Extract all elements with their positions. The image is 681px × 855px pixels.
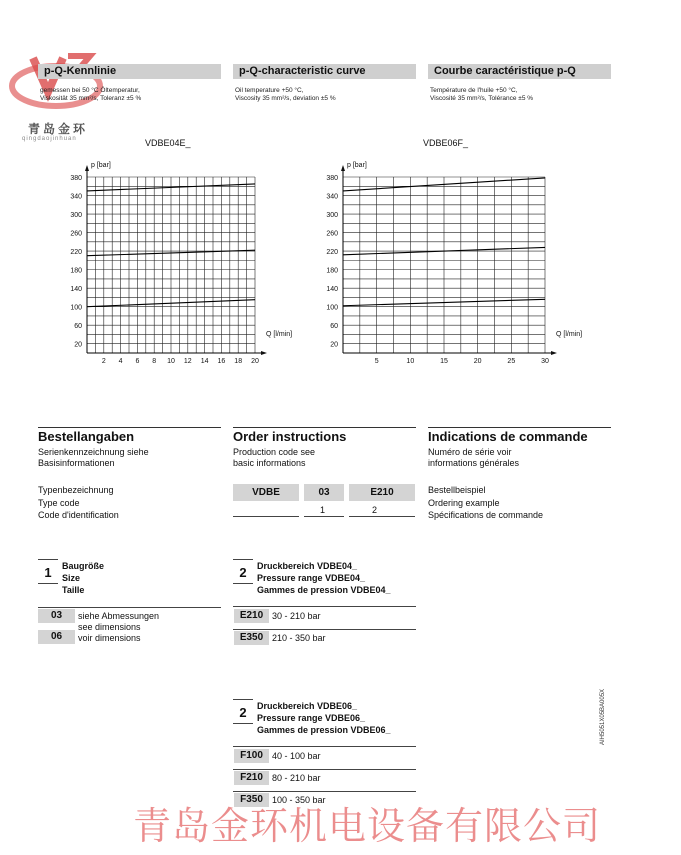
y-tick-label-0: 60 xyxy=(74,323,82,331)
size-text-03: siehe Abmessungen xyxy=(78,611,160,621)
x-tick-label-1: 15 xyxy=(440,358,448,365)
example-label-de: Bestellbeispiel xyxy=(428,485,486,495)
y-tick-label-1: 20 xyxy=(330,341,338,349)
x-tick-label-0: 18 xyxy=(234,358,243,365)
code-under-1 xyxy=(304,516,344,517)
code-part-1: 03 xyxy=(304,484,344,501)
x-axis-arrow-0 xyxy=(261,351,267,355)
header-en-line1: Oil temperature +50 °C, xyxy=(235,87,304,94)
p06-labels xyxy=(257,700,391,736)
x-tick-label-0: 12 xyxy=(183,358,192,365)
p06-row-line-3 xyxy=(233,791,416,792)
x-axis-label-0: Q [l/min] xyxy=(266,331,293,338)
header-de-line1: gemessen bei 50 °C Öltemperatur, xyxy=(40,87,140,94)
p06-num-line xyxy=(233,723,253,724)
x-tick-label-1: 10 xyxy=(406,358,415,365)
p06-text-f350: 100 - 350 bar xyxy=(272,795,326,805)
example-label-en: Ordering example xyxy=(428,497,500,508)
order-sub-fr-1: Numéro de série voir xyxy=(428,447,512,457)
y-tick-label-0: 380 xyxy=(70,175,82,182)
p04-row-line-2 xyxy=(233,629,416,630)
code-part-vdbe: VDBE xyxy=(233,484,299,501)
p04-num-line xyxy=(233,583,253,584)
size-code-03: 03 xyxy=(38,609,75,623)
x-tick-label-1: 25 xyxy=(507,358,516,365)
y-tick-label-0: 260 xyxy=(70,230,82,238)
p06-text-f100: 40 - 100 bar xyxy=(272,751,321,761)
size-label-de: Baugröße xyxy=(62,561,105,571)
header-de xyxy=(38,64,221,79)
p06-label-de: Druckbereich VDBE06_ xyxy=(257,701,358,711)
y-tick-label-0: 220 xyxy=(70,249,82,257)
size-labels xyxy=(62,560,104,596)
type-label-en: Type code xyxy=(38,497,80,508)
y-tick-label-1: 380 xyxy=(326,175,338,182)
p06-code-f350: F350 xyxy=(234,793,269,807)
y-tick-label-0: 100 xyxy=(70,304,82,312)
p04-code-e210: E210 xyxy=(234,609,269,623)
x-tick-label-0: 2 xyxy=(101,358,106,365)
y-tick-label-0: 300 xyxy=(70,212,82,220)
header-en-note xyxy=(235,87,336,103)
header-fr-note xyxy=(430,87,533,103)
watermark-text: 青岛金环机电设备有限公司 xyxy=(133,804,602,848)
size-top-line xyxy=(38,559,58,560)
x-tick-label-1: 20 xyxy=(473,358,482,365)
logo-pinyin: qingdaojinhuan xyxy=(22,136,77,142)
x-tick-label-0: 6 xyxy=(135,358,140,365)
x-axis-arrow-1 xyxy=(551,351,557,355)
order-title-de: Bestellangaben xyxy=(38,429,135,444)
order-sub-de-2: Basisinformationen xyxy=(38,458,115,468)
type-code-labels xyxy=(38,484,119,522)
p04-row-line-1 xyxy=(233,606,416,607)
header-en xyxy=(233,64,416,79)
p06-row-line-2 xyxy=(233,769,416,770)
header-en-line2: Viscosity 35 mm²/s, deviation ±5 % xyxy=(235,95,336,102)
p06-label-en: Pressure range VDBE06_ xyxy=(257,713,366,723)
y-tick-label-1: 220 xyxy=(326,249,338,257)
logo-chinese: 青岛金环 xyxy=(28,122,89,136)
x-tick-label-0: 16 xyxy=(217,358,226,365)
p04-label-en: Pressure range VDBE04_ xyxy=(257,573,366,583)
p04-label-fr: Gammes de pression VDBE04_ xyxy=(257,585,391,595)
p06-label-fr: Gammes de pression VDBE06_ xyxy=(257,725,391,735)
y-axis-arrow-1 xyxy=(341,165,345,171)
header-fr-line2: Viscosité 35 mm²/s, Tolérance ±5 % xyxy=(430,95,534,102)
header-de-note xyxy=(40,87,141,103)
order-sub-de xyxy=(38,447,149,469)
p04-num: 2 xyxy=(239,565,247,580)
order-line-en xyxy=(233,427,416,428)
header-fr-line1: Température de l'huile +50 °C, xyxy=(430,87,518,94)
p06-row-line-1 xyxy=(233,746,416,747)
code-index-1: 1 xyxy=(320,505,326,515)
charts-area xyxy=(0,130,681,370)
p06-text-f210: 80 - 210 bar xyxy=(272,773,321,783)
header-en-title: p-Q-characteristic curve xyxy=(239,65,366,77)
x-axis-label-1: Q [l/min] xyxy=(556,331,583,338)
order-sub-de-1: Serienkennzeichnung siehe xyxy=(38,447,149,457)
size-label-fr: Taille xyxy=(62,585,85,595)
example-label-fr: Spécifications de commande xyxy=(428,510,544,520)
header-de-line2: Viskosität 35 mm²/s, Toleranz ±5 % xyxy=(40,95,142,102)
size-row-line-top xyxy=(38,607,221,608)
code-index-2: 2 xyxy=(372,505,378,515)
code-under-0 xyxy=(233,516,299,517)
order-line-fr xyxy=(428,427,611,428)
size-text-mid: see dimensions xyxy=(78,622,141,632)
p06-code-f210: F210 xyxy=(234,771,269,785)
size-label-en: Size xyxy=(62,573,81,583)
header-de-title: p-Q-Kennlinie xyxy=(44,65,117,77)
p06-num: 2 xyxy=(239,705,247,720)
order-line-de xyxy=(38,427,221,428)
x-tick-label-0: 4 xyxy=(118,358,123,365)
order-sub-en-2: basic informations xyxy=(233,458,306,468)
x-tick-label-0: 10 xyxy=(167,358,175,365)
y-axis-label-0: p [bar] xyxy=(91,162,111,169)
order-title-en: Order instructions xyxy=(233,429,347,444)
p04-text-e350: 210 - 350 bar xyxy=(272,633,326,643)
p06-top-line xyxy=(233,699,253,700)
chart-title-1: VDBE06F_ xyxy=(423,138,469,148)
order-title-fr: Indications de commande xyxy=(428,429,588,444)
x-tick-label-0: 20 xyxy=(251,358,259,365)
side-document-code: AIH5051X05BA005X xyxy=(600,688,606,745)
size-num-line xyxy=(38,583,58,584)
y-tick-label-1: 260 xyxy=(326,230,338,238)
order-sub-en xyxy=(233,447,315,469)
header-fr-title: Courbe caractéristique p-Q xyxy=(434,65,576,77)
code-under-2 xyxy=(349,516,415,517)
type-label-de: Typenbezeichnung xyxy=(38,485,114,495)
size-num: 1 xyxy=(44,565,52,580)
order-sub-fr xyxy=(428,447,519,469)
y-tick-label-0: 180 xyxy=(70,267,82,275)
type-label-fr: Code d'identification xyxy=(38,510,119,520)
p04-top-line xyxy=(233,559,253,560)
y-tick-label-0: 140 xyxy=(70,286,82,294)
p04-text-e210: 30 - 210 bar xyxy=(272,611,321,621)
y-tick-label-1: 60 xyxy=(330,323,338,331)
y-tick-label-1: 100 xyxy=(326,304,338,312)
y-axis-label-1: p [bar] xyxy=(347,162,367,169)
y-tick-label-0: 20 xyxy=(74,341,82,349)
size-code-06: 06 xyxy=(38,630,75,644)
x-tick-label-1: 5 xyxy=(374,358,379,365)
p04-code-e350: E350 xyxy=(234,631,269,645)
order-sub-en-1: Production code see xyxy=(233,447,316,457)
x-tick-label-1: 30 xyxy=(541,358,549,365)
p04-label-de: Druckbereich VDBE04_ xyxy=(257,561,358,571)
p04-labels xyxy=(257,560,391,596)
code-part-2: E210 xyxy=(349,484,415,501)
y-tick-label-1: 300 xyxy=(326,212,338,220)
y-tick-label-0: 340 xyxy=(70,193,82,201)
header-fr xyxy=(428,64,611,79)
x-tick-label-0: 8 xyxy=(152,358,157,365)
p06-code-f100: F100 xyxy=(234,749,269,763)
chart-title-0: VDBE04E_ xyxy=(145,138,191,148)
y-tick-label-1: 180 xyxy=(326,267,338,275)
size-text-06: voir dimensions xyxy=(78,633,141,643)
y-tick-label-1: 140 xyxy=(326,286,338,294)
x-tick-label-0: 14 xyxy=(200,358,209,365)
y-tick-label-1: 340 xyxy=(326,193,338,201)
y-axis-arrow-0 xyxy=(85,165,89,171)
example-labels xyxy=(428,484,543,522)
order-sub-fr-2: informations générales xyxy=(428,458,520,468)
